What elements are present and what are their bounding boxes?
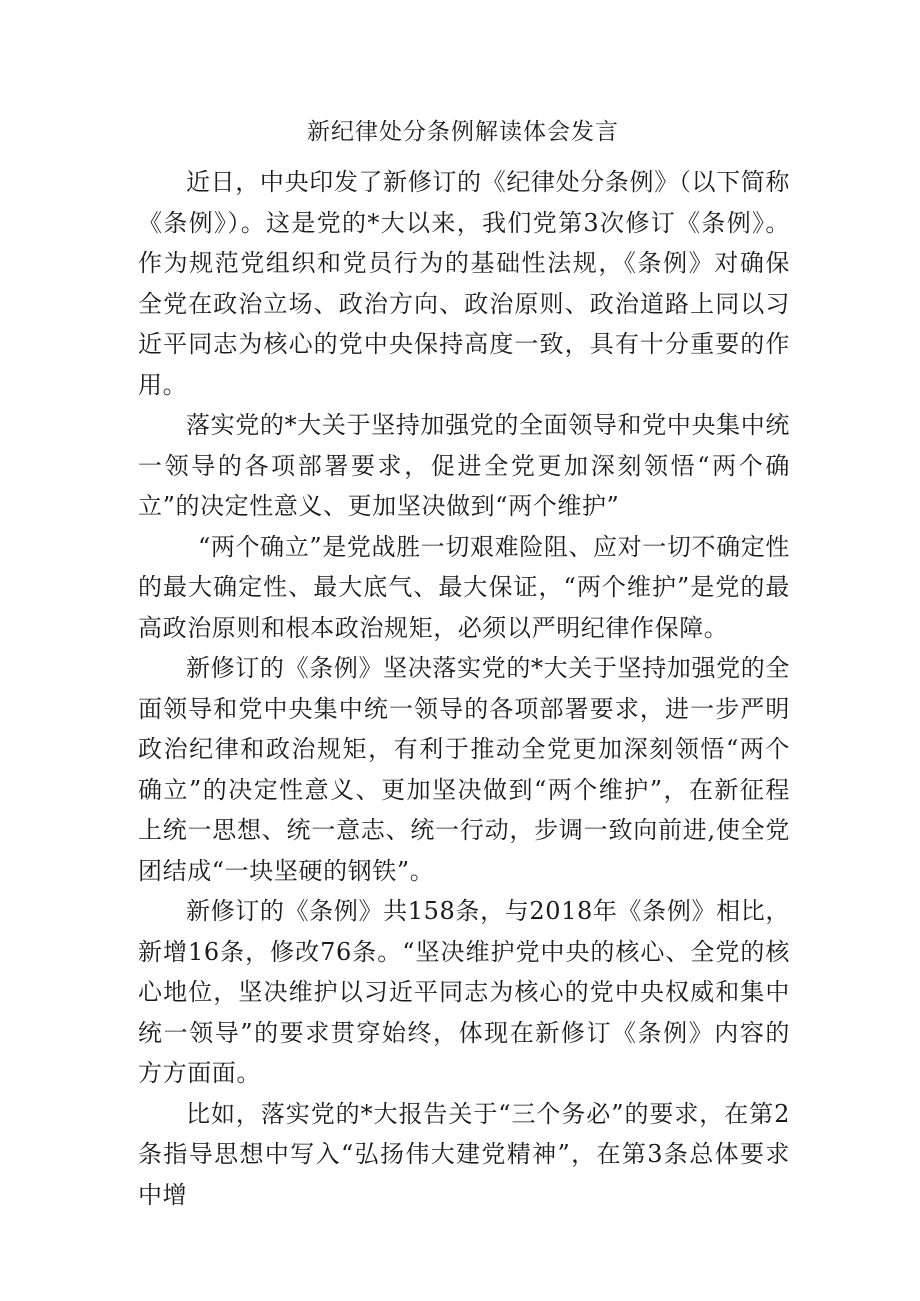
paragraph-4: 新修订的《条例》坚决落实党的*大关于坚持加强党的全面领导和党中央集中统一领导的各项部署要求，进一步严明政治纪律和政治规矩，有利于推动全党更加深刻领悟“两个确立”的决定性意义、更加坚决做到“两个维护”，在新征程上统一思想、统一意志、统一行动，步调一致向前进,使全党团结成“一块坚硬的钢铁”。 [138, 654, 790, 885]
document-title: 新纪律处分条例解读体会发言 [307, 119, 619, 145]
paragraph-5: 新修订的《条例》共158条，与2018年《条例》相比，新增16条，修改76条。“坚决维护党中央的核心、全党的核心地位，坚决维护以习近平同志为核心的党中央权威和集中统一领导”的要求贯穿始终，体现在新修订《条例》内容的方方面面。 [138, 897, 790, 1087]
document-body [138, 162, 790, 1215]
paragraph-1: 近日，中央印发了新修订的《纪律处分条例》（以下简称《条例》）。这是党的*大以来，我们党第3次修订《条例》。作为规范党组织和党员行为的基础性法规，《条例》对确保全党在政治立场、政治方向、政治原则、政治道路上同以习近平同志为核心的党中央保持高度一致，具有十分重要的作用。 [138, 168, 790, 399]
paragraph-2: 落实党的*大关于坚持加强党的全面领导和党中央集中统一领导的各项部署要求，促进全党更加深刻领悟“两个确立”的决定性意义、更加坚决做到“两个维护” [138, 411, 790, 520]
paragraph-6: 比如，落实党的*大报告关于“三个务必”的要求，在第2条指导思想中写入“弘扬伟大建党精神”，在第3条总体要求中增 [138, 1099, 790, 1209]
paragraph-3: “两个确立”是党战胜一切艰难险阻、应对一切不确定性的最大确定性、最大底气、最大保证，“两个维护”是党的最高政治原则和根本政治规矩，必须以严明纪律作保障。 [138, 532, 790, 642]
